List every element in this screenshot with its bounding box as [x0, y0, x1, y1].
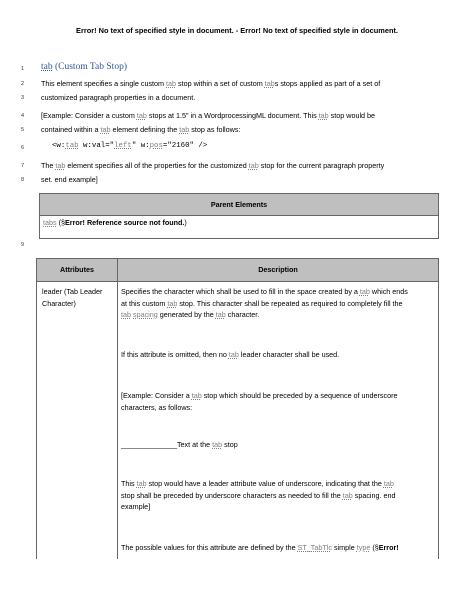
- tab-link[interactable]: tab: [100, 125, 111, 134]
- spacing-link[interactable]: spacing: [133, 310, 158, 319]
- line-number: 1: [21, 66, 25, 72]
- example-line1: [Example: Consider a custom tab stops at 1.5" in a WordprocessingML document. This tab stop would be: [41, 111, 376, 120]
- heading-element-link[interactable]: tab: [41, 62, 53, 72]
- para1-line1: This element specifies a single custom tab stop within a set of custom tabs stops applied as part of a set of: [41, 79, 381, 88]
- column-divider: [117, 259, 118, 281]
- parent-elements-header: Parent Elements: [40, 194, 438, 216]
- line-number: 7: [21, 163, 25, 169]
- st-tabtlc-link[interactable]: ST_TabTlc: [297, 543, 332, 552]
- line-number: 8: [21, 177, 25, 183]
- reference-error: Error! Reference source not found.: [64, 218, 185, 227]
- tab-link[interactable]: tab: [264, 79, 275, 88]
- tab-link[interactable]: tab: [179, 125, 190, 134]
- code-tab-link[interactable]: tab: [65, 142, 79, 150]
- attributes-table: [36, 258, 439, 559]
- tab-link[interactable]: tab: [248, 161, 259, 170]
- tab-link[interactable]: tab: [342, 490, 353, 500]
- para2-line1: The tab element specifies all of the properties for the customized tab stop for the current paragraph property: [41, 161, 385, 170]
- tab-link[interactable]: tab: [228, 350, 239, 359]
- tab-link[interactable]: tab: [212, 440, 223, 449]
- line-number: 5: [21, 127, 25, 133]
- tabs-link[interactable]: tabs: [43, 218, 57, 227]
- tab-link[interactable]: tab: [215, 310, 226, 319]
- description-para6: The possible values for this attribute are defined by the ST_TabTlc simple type (§Error!: [121, 543, 399, 552]
- reference-error: Error!: [378, 543, 399, 552]
- attribute-name: leader (Tab Leader Character): [42, 287, 103, 308]
- tab-link[interactable]: tab: [383, 479, 394, 488]
- description-para1: Specifies the character which shall be used to fill in the space created by a tab which ends at this custom tab stop. This character shall be repeated as required to completely fill the tab spacing generated by the tab character.: [121, 287, 408, 319]
- section-heading: [41, 62, 127, 72]
- code-sample: <w:tab w:val="left" w:pos="2160" />: [52, 142, 208, 150]
- code-left-link[interactable]: left: [114, 142, 132, 150]
- description-para5: This tab stop would have a leader attribute value of underscore, indicating that the tab stop shall be preceded by underscore characters as needed to fill the tab spacing. end example]: [121, 479, 396, 511]
- line-number: 6: [21, 145, 25, 151]
- tab-link[interactable]: tab: [318, 111, 329, 120]
- parent-elements-row: tabs (§Error! Reference source not found.): [43, 218, 187, 227]
- code-pos-link[interactable]: pos: [149, 142, 163, 150]
- line-number: 4: [21, 113, 25, 119]
- example-line2: contained within a tab element defining the tab stop as follows:: [41, 125, 241, 134]
- tab-link[interactable]: tab: [359, 287, 370, 296]
- tab-link[interactable]: tab: [121, 310, 131, 319]
- attributes-table-header: [37, 259, 438, 282]
- tab-link[interactable]: tab: [191, 391, 202, 400]
- line-number: 9: [21, 242, 25, 248]
- attributes-column-header: Attributes: [60, 265, 94, 274]
- tab-link[interactable]: tab: [136, 111, 147, 120]
- column-divider: [117, 281, 118, 559]
- description-para3: [Example: Consider a tab stop which should be preceded by a sequence of underscore characters, as follows:: [121, 391, 398, 412]
- tab-link[interactable]: tab: [55, 161, 66, 170]
- tab-link[interactable]: tab: [136, 479, 147, 488]
- description-para4: ______________Text at the tab stop: [121, 440, 238, 449]
- description-para2: If this attribute is omitted, then no tab leader character shall be used.: [121, 350, 340, 359]
- line-number: 3: [21, 95, 25, 101]
- type-link[interactable]: type: [356, 543, 371, 552]
- heading-title: (Custom Tab Stop): [54, 62, 127, 72]
- tab-link[interactable]: tab: [166, 79, 177, 88]
- para2-line2: set. end example]: [41, 175, 98, 184]
- page-header: Error! No text of specified style in document. - Error! No text of specified style in document.: [76, 26, 398, 35]
- parent-elements-table: [39, 193, 439, 239]
- line-number: 2: [21, 81, 25, 87]
- para1-line2: customized paragraph properties in a document.: [41, 93, 196, 102]
- description-column-header: Description: [258, 265, 298, 274]
- tab-link[interactable]: tab: [167, 298, 178, 308]
